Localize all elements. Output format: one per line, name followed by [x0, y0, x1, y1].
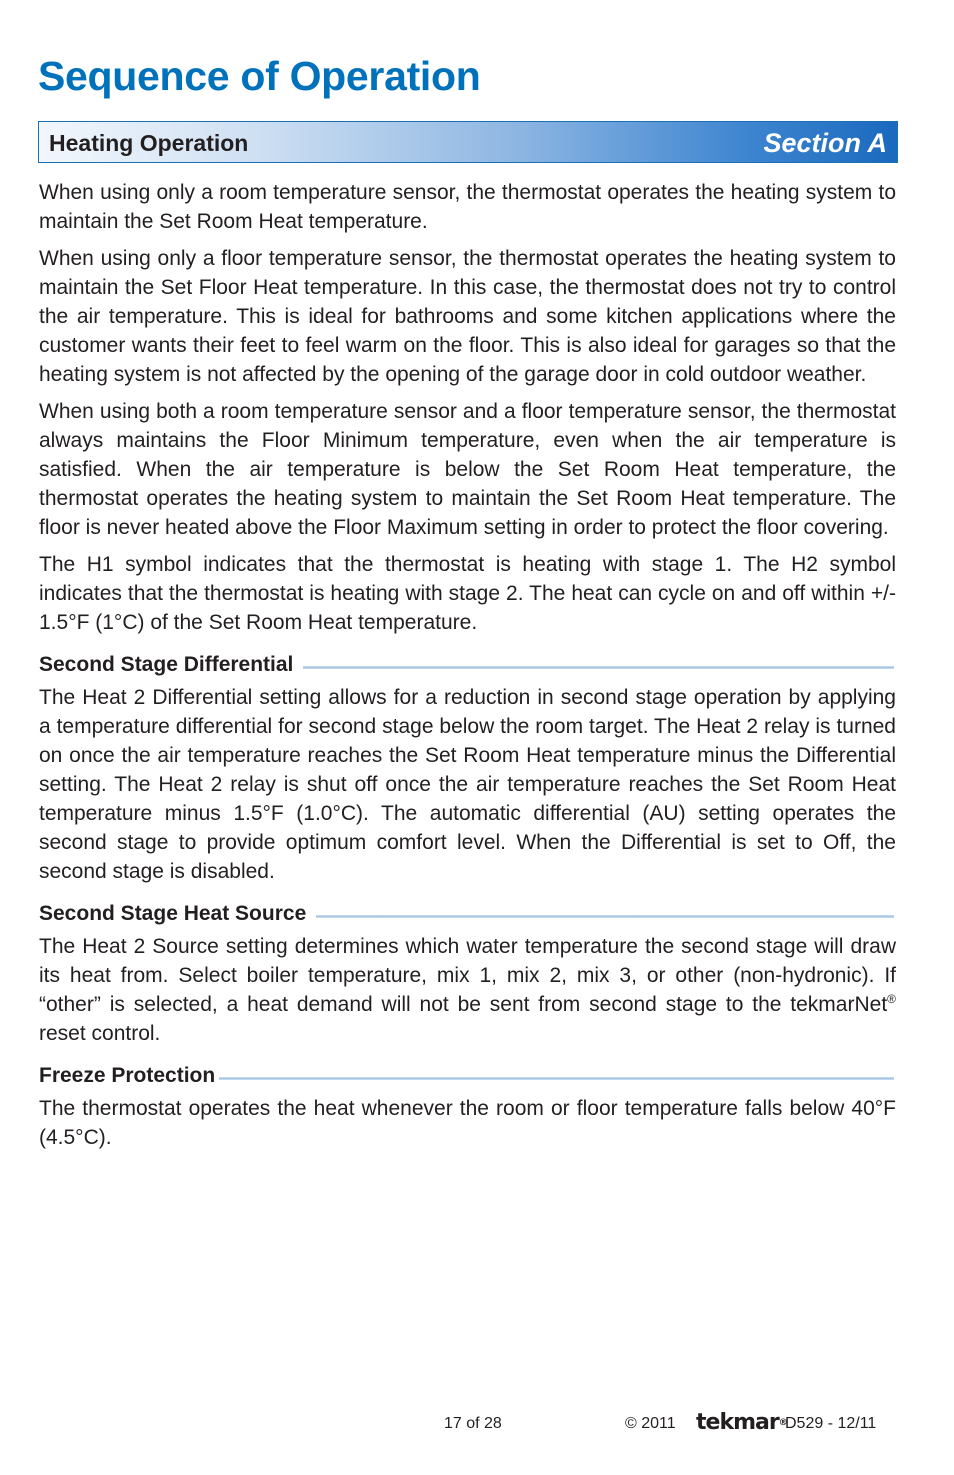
paragraph-second-stage-differential: The Heat 2 Differential setting allows for a reduction in second stage operation by applying a temperature differential for second stage below the room target. The Heat 2 relay is turned on once the air temperature reaches the Set Room Heat temperature minus the Differential setting. The Heat 2 relay is shut off once the air temperature reaches the Set Room Heat temperature minus 1.5°F (1.0°C). The automatic differential (AU) setting operates the second stage to provide optimum comfort level. When the Differential is set to Off, the second stage is disabled. — [39, 686, 896, 883]
subheading-second-stage-heat-source — [39, 900, 896, 928]
subheading-freeze-protection — [39, 1062, 896, 1090]
logo-registered-mark: ® — [778, 1418, 788, 1428]
subheading-rule — [303, 666, 894, 669]
subheading-text: Second Stage Heat Source — [39, 902, 307, 925]
section-label: Section A — [763, 128, 887, 158]
subheading-text: Second Stage Differential — [39, 653, 294, 676]
subheading-text: Freeze Protection — [39, 1064, 216, 1087]
copyright-text: © 2011 — [625, 1415, 676, 1432]
page-number: 17 of 28 — [444, 1415, 502, 1432]
heat-source-text: The Heat 2 Source setting determines which water temperature the second stage will draw its heat from. Select boiler temperature, mix 1, mix 2, mix 3, or other (non-hydronic). If “other” is selected, a heat demand will not be sent from second stage to the tekmarNet — [39, 935, 896, 1016]
paragraph-room-sensor: When using only a room temperature sensor, the thermostat operates the heating system to maintain the Set Room Heat temperature. — [39, 181, 896, 233]
registered-mark: ® — [887, 992, 896, 1006]
section-title: Heating Operation — [49, 130, 249, 156]
paragraph-stage-symbols: The H1 symbol indicates that the thermostat is heating with stage 1. The H2 symbol indicates that the thermostat is heating with stage 2. The heat can cycle on and off within +/- 1.5°F (1°C) of the Set Room Heat temperature. — [39, 553, 896, 634]
tekmar-logo — [696, 1411, 788, 1435]
paragraph-freeze-protection: The thermostat operates the heat whenever the room or floor temperature falls below 40°F (4.5°C). — [39, 1097, 896, 1149]
subheading-rule — [219, 1077, 894, 1080]
paragraph-second-stage-heat-source — [39, 932, 896, 1048]
document-code: D529 - 12/11 — [785, 1415, 877, 1432]
page-title: Sequence of Operation — [38, 53, 481, 99]
paragraph-both-sensors: When using both a room temperature sensor and a floor temperature sensor, the thermostat always maintains the Floor Minimum temperature, even when the air temperature is satisfied. When the air temperature is below the Set Room Heat temperature, the thermostat operates the heating system to maintain the Set Room Heat temperature. The floor is never heated above the Floor Maximum setting in order to protect the floor covering. — [39, 400, 896, 539]
subheading-second-stage-differential — [39, 651, 896, 679]
document-body — [39, 178, 896, 1160]
section-header-bar — [38, 121, 898, 163]
heat-source-text-end: reset control. — [39, 1022, 161, 1045]
logo-text: tekmar — [696, 1410, 779, 1435]
subheading-rule — [316, 915, 894, 918]
paragraph-floor-sensor: When using only a floor temperature sensor, the thermostat operates the heating system to maintain the Set Floor Heat temperature. In this case, the thermostat does not try to control the air temperature. This is ideal for bathrooms and some kitchen applications where the customer wants their feet to feel warm on the floor. This is also ideal for garages so that the heating system is not affected by the opening of the garage door in cold outdoor weather. — [39, 247, 896, 386]
